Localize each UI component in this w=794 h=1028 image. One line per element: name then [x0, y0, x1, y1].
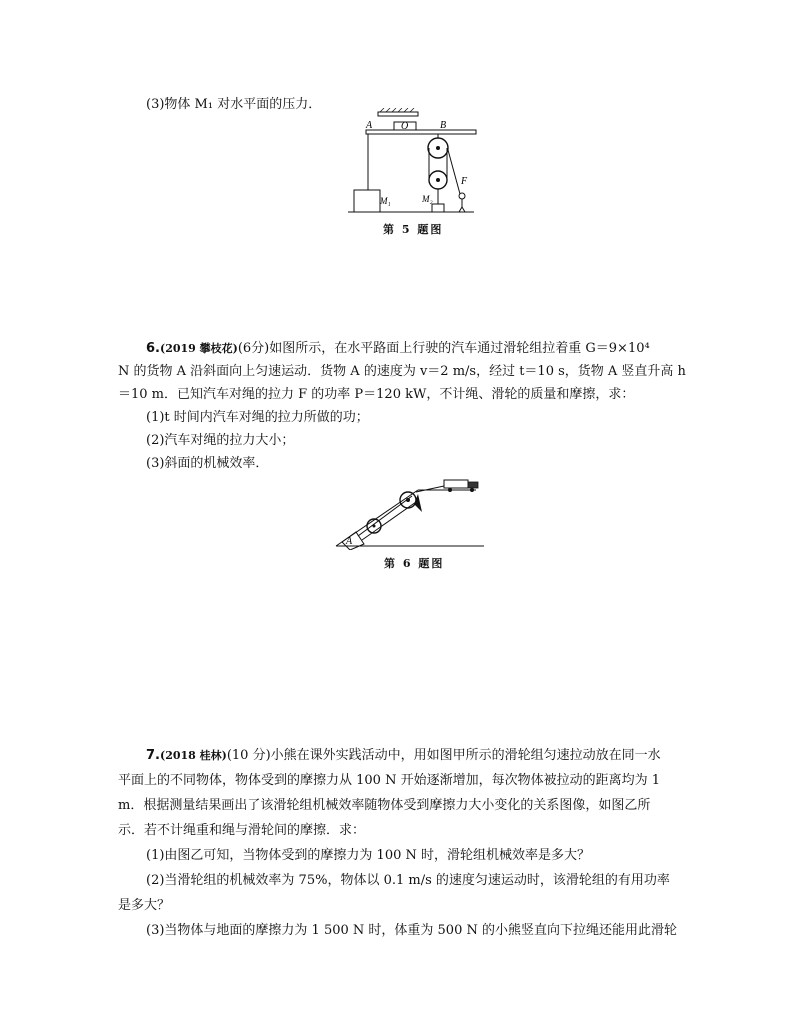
block-m1 — [354, 190, 380, 212]
q6-part2: (2)汽车对绳的拉力大小； — [146, 433, 295, 448]
figure-6-caption: 第 6 题图 — [384, 557, 445, 570]
label-m1: M₁ — [380, 196, 391, 206]
q6-part3: (3)斜面的机械效率． — [146, 456, 269, 471]
label-f: F — [461, 176, 468, 187]
q6-number: 6. — [146, 341, 160, 356]
q6-line1 — [146, 341, 650, 357]
q6-line1-text: (6分)如图所示，在水平路面上行驶的汽车通过滑轮组拉着重 G＝9×10⁴ — [237, 341, 650, 356]
figure-6-incline-diagram — [316, 478, 486, 550]
figure-5-caption: 第 5 题图 — [383, 223, 444, 236]
label-o: O — [401, 121, 409, 132]
q7-part3: (3)当物体与地面的摩擦力为 1 500 N 时，体重为 500 N 的小熊竖直向下拉绳还能用此滑轮 — [146, 923, 677, 938]
q7-line2: 平面上的不同物体，物体受到的摩擦力从 100 N 开始逐渐增加，每次物体被拉动的距离均为 1 — [118, 773, 660, 788]
q6-source: (2019 攀枝花) — [159, 342, 238, 355]
q7-part1: (1)由图乙可知，当物体受到的摩擦力为 100 N 时，滑轮组机械效率是多大？ — [146, 848, 590, 863]
q7-part2b: 是多大？ — [118, 898, 171, 913]
q7-number: 7. — [146, 748, 160, 763]
q7-source: (2018 桂林) — [159, 749, 227, 762]
label-b: B — [440, 120, 447, 131]
block-m2 — [432, 204, 444, 212]
q7-line3: m．根据测量结果画出了该滑轮组机械效率随物体受到摩擦力大小变化的关系图像，如图乙所 — [118, 798, 651, 813]
q6-line3: ＝10 m．已知汽车对绳的拉力 F 的功率 P＝120 kW，不计绳、滑轮的质量和摩擦，求： — [118, 387, 635, 402]
figure-5-pulley-diagram — [346, 108, 496, 218]
q7-line1-text: (10 分)小熊在课外实践活动中，用如图甲所示的滑轮组匀速拉动放在同一水 — [226, 748, 661, 763]
q5-part3: (3)物体 M₁ 对水平面的压力． — [146, 97, 322, 112]
q7-line4: 示．若不计绳重和绳与滑轮间的摩擦．求： — [118, 823, 366, 838]
q6-part1: (1)t 时间内汽车对绳的拉力所做的功； — [146, 410, 369, 425]
label-a: A — [366, 120, 373, 131]
label-m2: M₂ — [422, 194, 433, 204]
truck-body — [444, 480, 468, 488]
label-a: A — [346, 536, 353, 547]
ceiling-support — [378, 112, 418, 116]
q7-line1 — [146, 748, 661, 764]
q7-part2a: (2)当滑轮组的机械效率为 75%，物体以 0.1 m/s 的速度匀速运动时，该滑轮组的有用功率 — [146, 873, 670, 888]
lever-bar — [366, 130, 476, 134]
person-figure — [459, 193, 465, 199]
q6-line2: N 的货物 A 沿斜面向上匀速运动．货物 A 的速度为 v＝2 m/s，经过 t＝10 s，货物 A 竖直升高 h — [118, 364, 686, 379]
